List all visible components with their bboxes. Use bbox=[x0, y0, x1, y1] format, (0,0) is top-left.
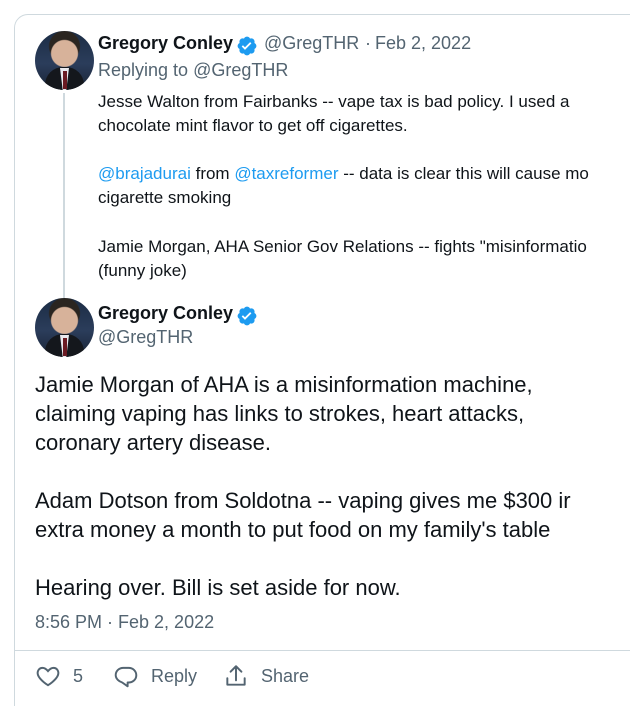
main-tweet-line: Jamie Morgan of AHA is a misinformation machine, bbox=[35, 372, 533, 397]
reply-button[interactable] bbox=[113, 663, 197, 689]
mention-link[interactable]: @brajadurai bbox=[98, 164, 191, 183]
main-tweet-line: extra money a month to put food on my family's table bbox=[35, 517, 551, 542]
share-button[interactable] bbox=[223, 663, 309, 689]
replying-to-label: Replying to bbox=[98, 60, 189, 80]
verified-badge-icon bbox=[236, 305, 258, 327]
parent-tweet-line: Jesse Walton from Fairbanks -- vape tax is bad policy. I used a bbox=[98, 92, 570, 111]
parent-author-name[interactable]: Gregory Conley bbox=[98, 33, 234, 53]
main-author-handle[interactable]: @GregTHR bbox=[98, 327, 194, 347]
like-count: 5 bbox=[73, 665, 84, 686]
meta-separator: · bbox=[365, 33, 371, 53]
tweet-card bbox=[14, 14, 630, 706]
main-tweet-line: coronary artery disease. bbox=[35, 430, 271, 455]
main-author-avatar[interactable] bbox=[35, 298, 94, 357]
heart-icon bbox=[35, 663, 61, 689]
share-label: Share bbox=[261, 665, 310, 686]
reply-icon bbox=[113, 663, 139, 689]
parent-tweet-mentions-line bbox=[98, 162, 589, 186]
main-tweet-line: Adam Dotson from Soldotna -- vaping gives me $300 ir bbox=[35, 488, 571, 513]
thread-connector-line bbox=[63, 93, 65, 303]
parent-tweet-line: chocolate mint flavor to get off cigarettes. bbox=[98, 116, 408, 135]
mention-link[interactable]: @taxreformer bbox=[234, 164, 339, 183]
main-tweet-timestamp[interactable]: 8:56 PM · Feb 2, 2022 bbox=[35, 612, 215, 632]
replying-to-line bbox=[98, 60, 288, 81]
main-tweet-line: Hearing over. Bill is set aside for now. bbox=[35, 575, 401, 600]
verified-badge-icon bbox=[236, 35, 258, 57]
like-button[interactable] bbox=[35, 663, 83, 689]
share-icon bbox=[223, 663, 249, 689]
mention-joiner: from bbox=[190, 164, 235, 183]
reply-label: Reply bbox=[151, 665, 198, 686]
parent-author-handle[interactable]: @GregTHR bbox=[264, 33, 360, 53]
parent-tweet-line: (funny joke) bbox=[98, 261, 187, 280]
parent-tweet-line: Jamie Morgan, AHA Senior Gov Relations -- fights "misinformatio bbox=[98, 237, 587, 256]
replying-to-handle[interactable]: @GregTHR bbox=[193, 60, 289, 80]
parent-tweet-line: cigarette smoking bbox=[98, 188, 232, 207]
main-tweet-line: claiming vaping has links to strokes, heart attacks, bbox=[35, 401, 525, 426]
parent-author-avatar[interactable] bbox=[35, 31, 94, 90]
actions-divider bbox=[15, 650, 630, 651]
main-author-name[interactable]: Gregory Conley bbox=[98, 303, 234, 323]
parent-tweet-date[interactable]: Feb 2, 2022 bbox=[375, 33, 472, 53]
mention-rest: -- data is clear this will cause mo bbox=[338, 164, 589, 183]
